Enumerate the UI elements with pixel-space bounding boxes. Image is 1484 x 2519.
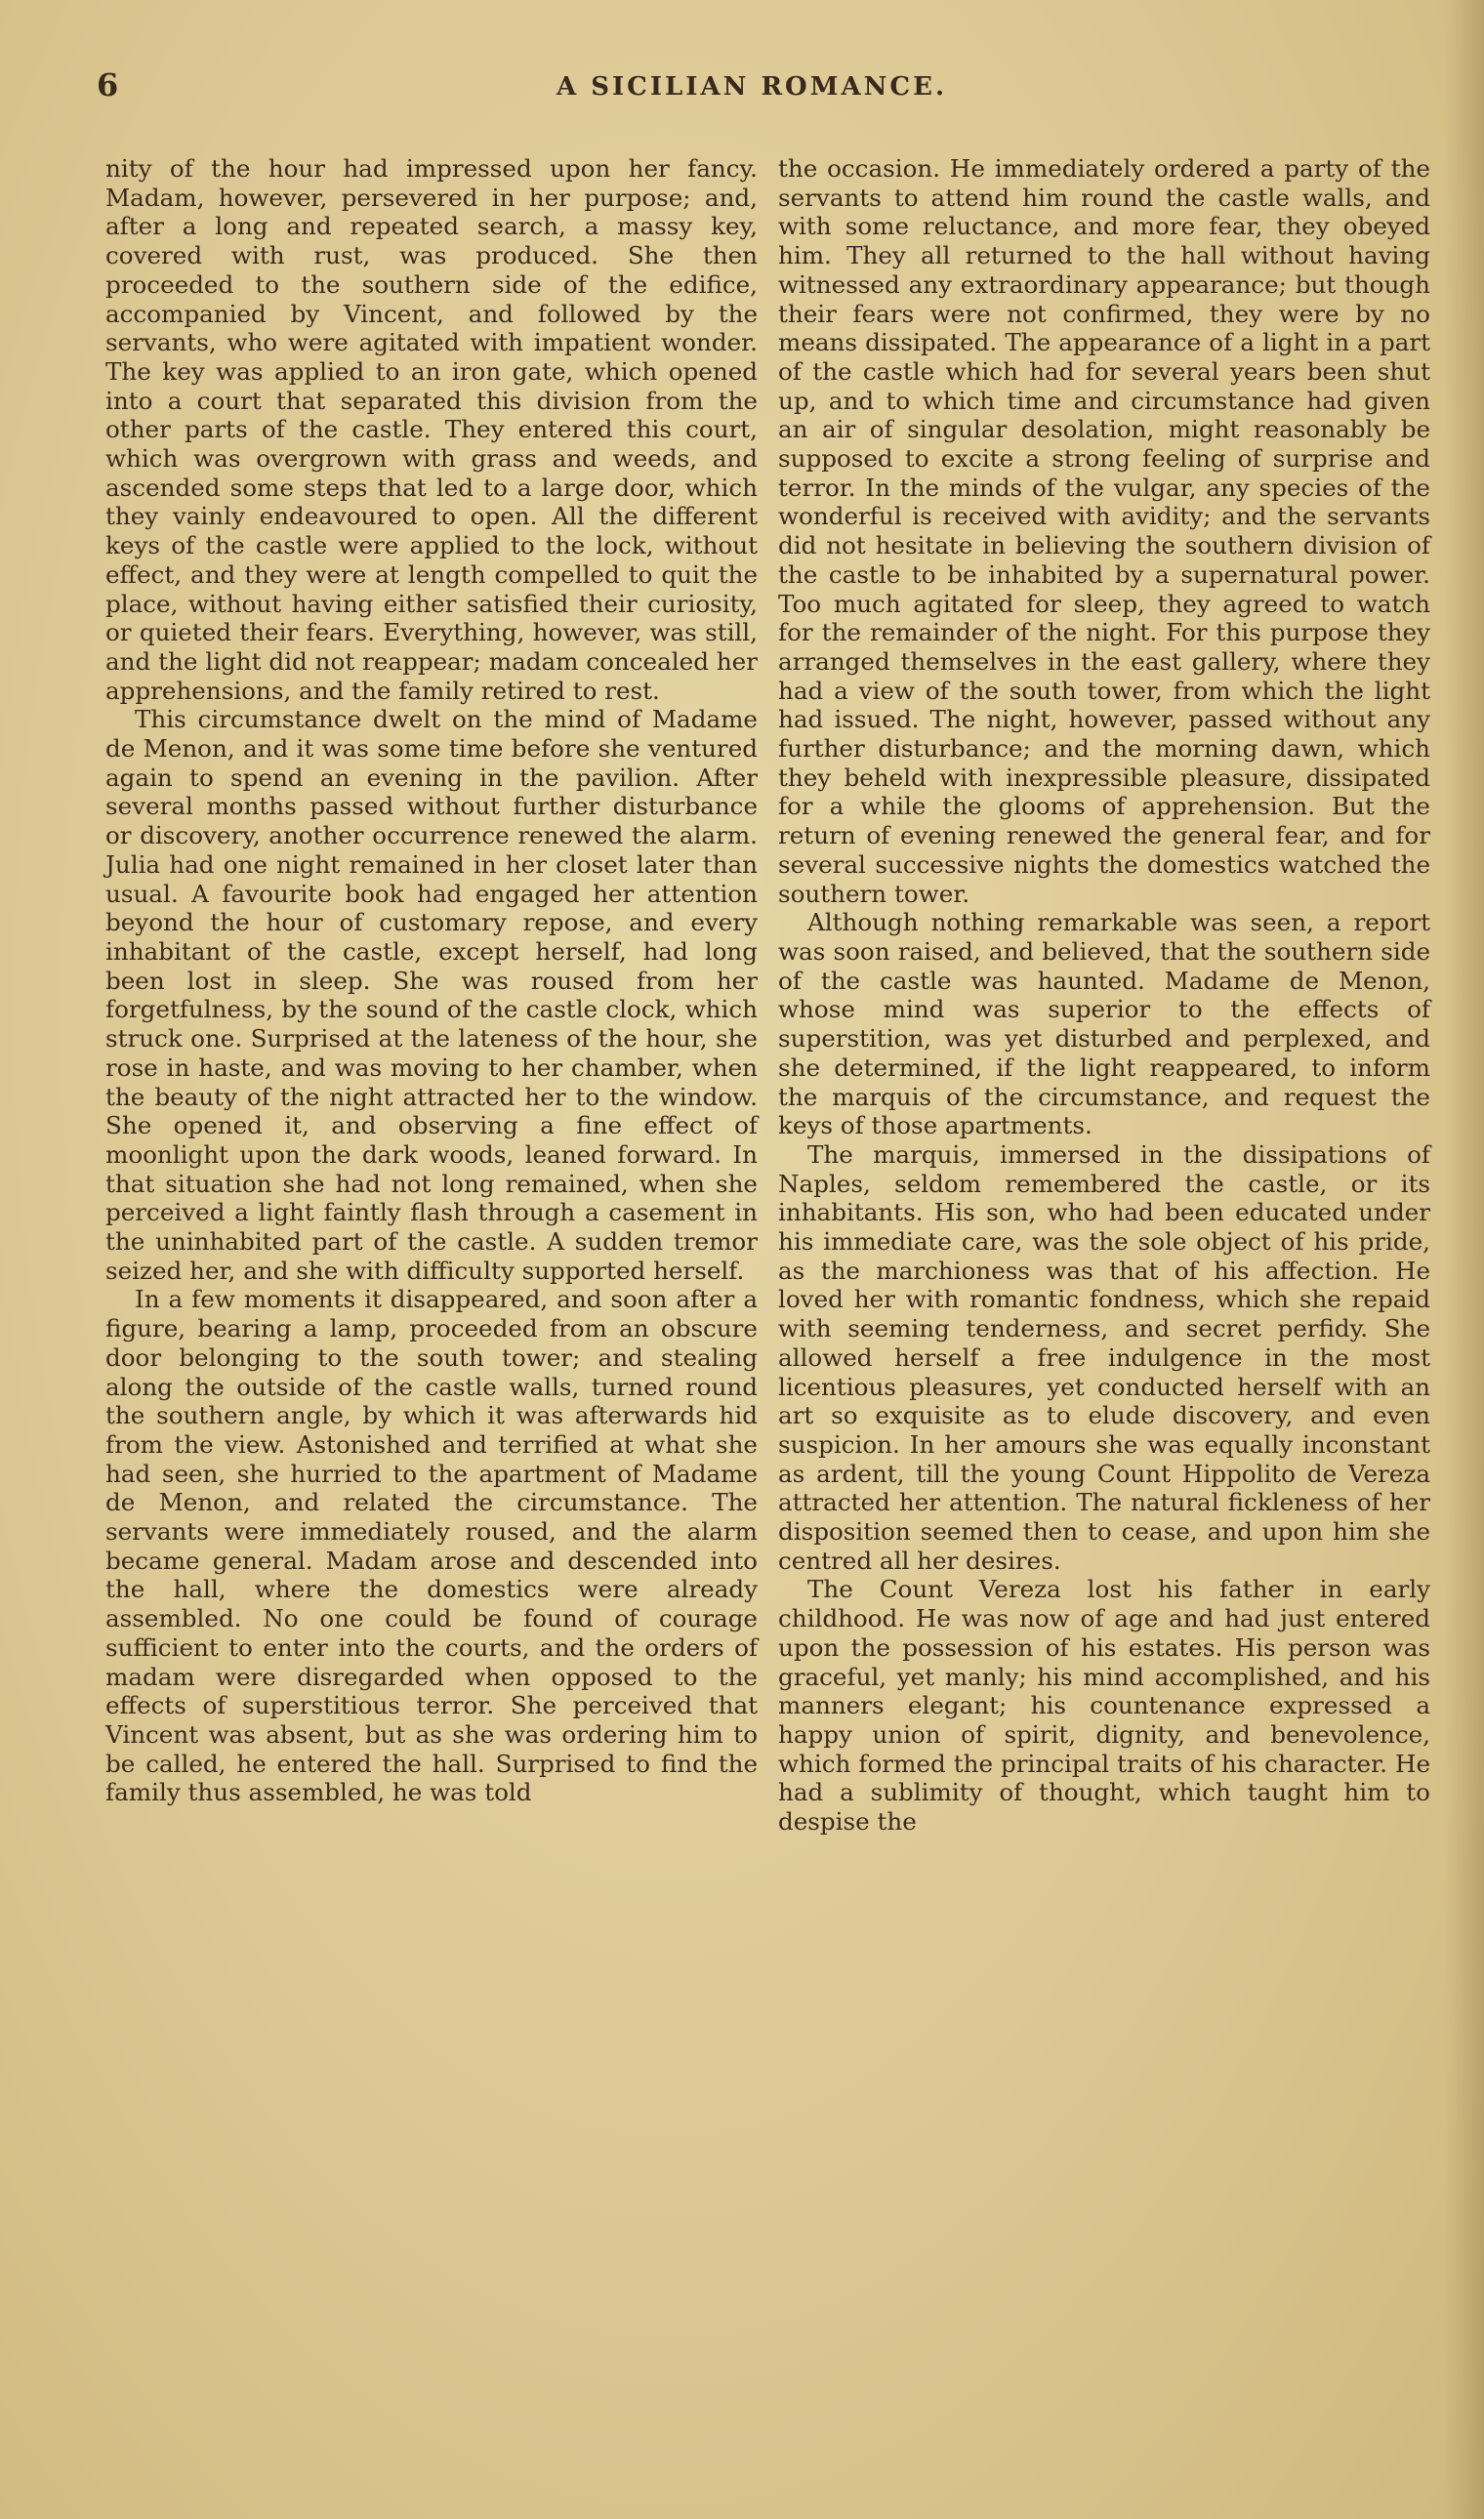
- paragraph: This circumstance dwelt on the mind of Madame de Menon, and it was some time before she ventured again to spend an evening in the pavilion. After several months passed without further disturbance or discovery, another occurrence renewed the alarm. Julia had one night remained in her closet later than usual. A favourite book had engaged her attention beyond the hour of customary repose, and every inhabitant of the castle, except herself, had long been lost in sleep. She was roused from her forgetfulness, by the sound of the castle clock, which struck one. Surprised at the lateness of the hour, she rose in haste, and was moving to her chamber, when the beauty of the night attracted her to the window. She opened it, and observing a fine effect of moonlight upon the dark woods, leaned forward. In that situation she had not long remained, when she perceived a light faintly flash through a casement in the uninhabited part of the castle. A sudden tremor seized her, and she with difficulty supported herself.: [105, 705, 758, 1285]
- paragraph: The Count Vereza lost his father in early childhood. He was now of age and had just entered upon the possession of his estates. His person was graceful, yet manly; his mind accomplished, and his manners elegant; his countenance expressed a happy union of spirit, dignity, and benevolence, which formed the principal traits of his character. He had a sublimity of thought, which taught him to despise the: [778, 1575, 1430, 1837]
- page-header: [93, 66, 1411, 105]
- left-column: [105, 154, 758, 1807]
- paragraph: In a few moments it disappeared, and soon after a figure, bearing a lamp, proceeded from an obscure door belonging to the south tower; and stealing along the outside of the castle walls, turned round the southern angle, by which it was afterwards hid from the view. Astonished and terrified at what she had seen, she hurried to the apartment of Madame de Menon, and related the circumstance. The servants were immediately roused, and the alarm became general. Madam arose and descended into the hall, where the domestics were already assembled. No one could be found of courage sufficient to enter into the courts, and the orders of madam were disregarded when opposed to the effects of superstitious terror. She perceived that Vincent was absent, but as she was ordering him to be called, he entered the hall. Surprised to find the family thus assembled, he was told: [105, 1285, 758, 1807]
- right-column: [778, 154, 1430, 1837]
- paragraph: the occasion. He immediately ordered a party of the servants to attend him round the castle walls, and with some reluctance, and more fear, they obeyed him. They all returned to the hall without having witnessed any extraordinary appearance; but though their fears were not confirmed, they were by no means dissipated. The appearance of a light in a part of the castle which had for several years been shut up, and to which time and circumstance had given an air of singular desolation, might reasonably be supposed to excite a strong feeling of surprise and terror. In the minds of the vulgar, any species of the wonderful is received with avidity; and the servants did not hesitate in believing the southern division of the castle to be inhabited by a supernatural power. Too much agitated for sleep, they agreed to watch for the remainder of the night. For this purpose they arranged themselves in the east gallery, where they had a view of the south tower, from which the light had issued. The night, however, passed without any further disturbance; and the morning dawn, which they beheld with inexpressible pleasure, dissipated for a while the glooms of apprehension. But the return of evening renewed the general fear, and for several successive nights the domestics watched the southern tower.: [778, 154, 1430, 908]
- paragraph: Although nothing remarkable was seen, a report was soon raised, and believed, that the southern side of the castle was haunted. Madame de Menon, whose mind was superior to the effects of superstition, was yet disturbed and perplexed, and she determined, if the light reappeared, to inform the marquis of the circumstance, and request the keys of those apartments.: [778, 908, 1430, 1140]
- page-edge-shadow: [1445, 0, 1484, 2519]
- paragraph: The marquis, immersed in the dissipations of Naples, seldom remembered the castle, or its inhabitants. His son, who had been educated under his immediate care, was the sole object of his pride, as the marchioness was that of his affection. He loved her with romantic fondness, which she repaid with seeming tenderness, and secret perfidy. She allowed herself a free indulgence in the most licentious pleasures, yet conducted herself with an art so exquisite as to elude discovery, and even suspicion. In her amours she was equally inconstant as ardent, till the young Count Hippolito de Vereza attracted her attention. The natural fickleness of her disposition seemed then to cease, and upon him she centred all her desires.: [778, 1139, 1430, 1575]
- page-number: 6: [97, 66, 119, 103]
- paragraph: nity of the hour had impressed upon her fancy. Madam, however, persevered in her purpose; and, after a long and repeated search, a massy key, covered with rust, was produced. She then proceeded to the southern side of the edifice, accompanied by Vincent, and followed by the servants, who were agitated with impatient wonder. The key was applied to an iron gate, which opened into a court that separated this division from the other parts of the castle. They entered this court, which was overgrown with grass and weeds, and ascended some steps that led to a large door, which they vainly endeavoured to open. All the different keys of the castle were applied to the lock, without effect, and they were at length compelled to quit the place, without having either satisfied their curiosity, or quieted their fears. Everything, however, was still, and the light did not reappear; madam concealed her apprehensions, and the family retired to rest.: [105, 154, 758, 705]
- running-title: A SICILIAN ROMANCE.: [556, 72, 947, 102]
